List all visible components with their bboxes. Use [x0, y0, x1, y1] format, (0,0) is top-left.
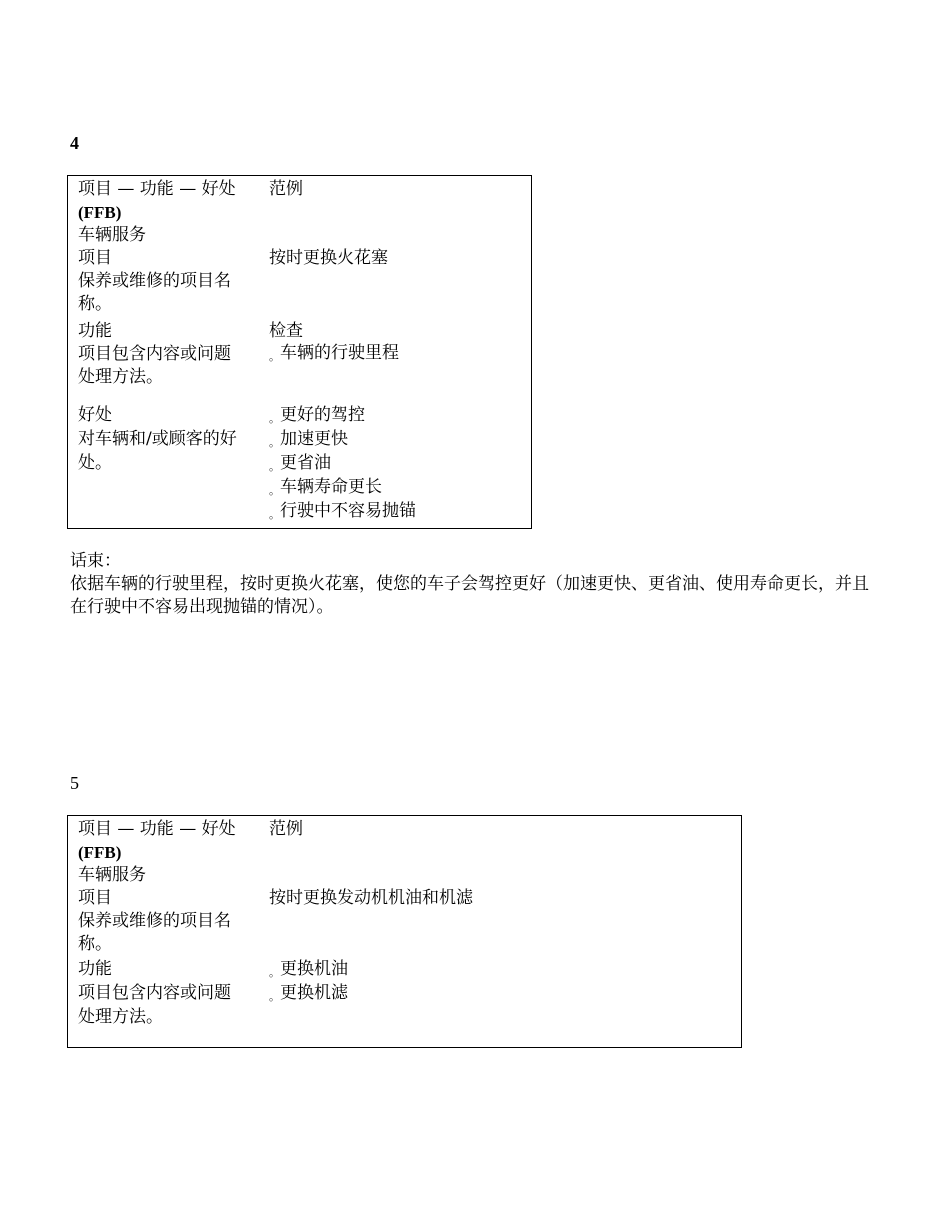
- item-label: 项目: [78, 888, 112, 908]
- bullet-dot: 。: [269, 412, 280, 425]
- spacer: [269, 841, 473, 864]
- section-4-number: 4: [70, 133, 79, 153]
- spacer: [269, 910, 473, 933]
- function-label: 功能: [78, 321, 112, 341]
- ffb-table-5-right-column: [269, 818, 473, 1005]
- bullet-dot: 。: [269, 436, 280, 449]
- bullet-dot: 。: [269, 350, 280, 363]
- benefit-bullet-item: [269, 452, 416, 475]
- function-bullet-text: 更换机油: [280, 959, 348, 979]
- function-description-line-1: 项目包含内容或问题: [78, 983, 231, 1003]
- function-bullet-item: [269, 342, 416, 365]
- ffb-table-5: [67, 815, 742, 1048]
- benefit-bullet-text: 车辆寿命更长: [280, 477, 382, 497]
- function-bullet-item: [269, 958, 473, 981]
- benefit-bullet-item: [269, 500, 416, 523]
- benefit-bullet-text: 加速更快: [280, 429, 348, 449]
- function-value-title: 检查: [269, 321, 303, 341]
- header-left-label: 项目 — 功能 — 好处: [78, 819, 236, 839]
- benefit-description-line-2: 处。: [78, 453, 112, 473]
- ffb-table-4: [67, 175, 532, 529]
- function-description-line-2: 处理方法。: [78, 367, 163, 387]
- benefit-bullet-item: [269, 476, 416, 499]
- summary-label: 话束：: [70, 551, 121, 571]
- benefit-bullet-text: 行驶中不容易抛锚: [280, 501, 416, 521]
- benefit-bullet-text: 更省油: [280, 453, 331, 473]
- item-description-line-2: 称。: [78, 294, 112, 314]
- function-bullet-text: 车辆的行驶里程: [280, 343, 399, 363]
- section-4-summary: [70, 550, 882, 619]
- header-right-label: 范例: [269, 179, 303, 199]
- spacer: [269, 864, 473, 887]
- bullet-dot: 。: [269, 990, 280, 1003]
- bullet-dot: 。: [269, 484, 280, 497]
- header-left-ffb: (FFB): [78, 203, 122, 222]
- summary-text: 依据车辆的行驶里程，按时更换火花塞，使您的车子会驾控更好（加速更快、更省油、使用寿命更长，并且在行驶中不容易出现抛锚的情况）。: [70, 574, 869, 617]
- item-label: 项目: [78, 248, 112, 268]
- function-description-line-2: 处理方法。: [78, 1007, 163, 1027]
- header-left-ffb: (FFB): [78, 843, 122, 862]
- spacer: [269, 933, 473, 956]
- header-left-label: 项目 — 功能 — 好处: [78, 179, 236, 199]
- benefit-bullet-item: [269, 404, 416, 427]
- item-description-line-1: 保养或维修的项目名: [78, 911, 231, 931]
- section-5-number: 5: [70, 773, 79, 793]
- spacer: [269, 293, 416, 316]
- item-value: 按时更换发动机机油和机滤: [269, 888, 473, 908]
- bullet-dot: 。: [269, 508, 280, 521]
- benefit-label: 好处: [78, 405, 112, 425]
- header-right-label: 范例: [269, 819, 303, 839]
- spacer: [269, 365, 416, 388]
- spacer: [269, 270, 416, 293]
- ffb-table-5-left-column: [78, 818, 254, 1029]
- spacer: [269, 201, 416, 224]
- item-description-line-2: 称。: [78, 934, 112, 954]
- category-label: 车辆服务: [78, 865, 146, 885]
- bullet-dot: 。: [269, 460, 280, 473]
- benefit-bullet-item: [269, 428, 416, 451]
- function-bullet-text: 更换机滤: [280, 983, 348, 1003]
- function-bullet-item: [269, 982, 473, 1005]
- item-description-line-1: 保养或维修的项目名: [78, 271, 231, 291]
- ffb-table-4-right-column: [269, 178, 416, 523]
- benefit-bullet-text: 更好的驾控: [280, 405, 365, 425]
- ffb-table-4-left-column: [78, 178, 254, 475]
- spacer: [269, 224, 416, 247]
- function-description-line-1: 项目包含内容或问题: [78, 344, 231, 364]
- category-label: 车辆服务: [78, 225, 146, 245]
- bullet-dot: 。: [269, 966, 280, 979]
- function-label: 功能: [78, 959, 112, 979]
- benefit-description-line-1: 对车辆和/或顾客的好: [78, 429, 237, 449]
- item-value: 按时更换火花塞: [269, 248, 388, 268]
